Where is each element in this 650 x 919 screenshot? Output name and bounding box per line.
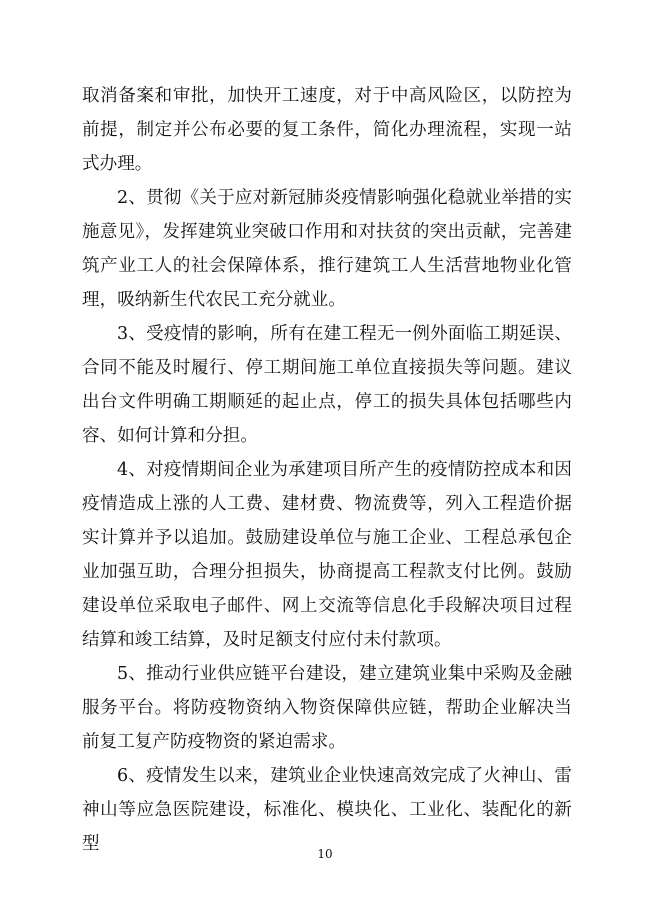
document-body	[82, 79, 572, 861]
paragraph-item-3: 3、受疫情的影响，所有在建工程无一例外面临工期延误、合同不能及时履行、停工期间施工单位直接损失等问题。建议出台文件明确工期顺延的起止点，停工的损失具体包括哪些内容、如何计算和分担。	[82, 324, 572, 446]
paragraph-item-5: 5、推动行业供应链平台建设，建立建筑业集中采购及金融服务平台。将防疫物资纳入物资保障供应链，帮助企业解决当前复工复产防疫物资的紧迫需求。	[82, 664, 572, 752]
paragraph-item-4: 4、对疫情期间企业为承建项目所产生的疫情防控成本和因疫情造成上涨的人工费、建材费、物流费等，列入工程造价据实计算并予以追加。鼓励建设单位与施工企业、工程总承包企业加强互助，合理分担损失，协商提高工程款支付比例。鼓励建设单位采取电子邮件、网上交流等信息化手段解决项目过程结算和竣工结算，及时足额支付应付未付款项。	[82, 460, 572, 650]
paragraph-item-2: 2、贯彻《关于应对新冠肺炎疫情影响强化稳就业举措的实施意见》，发挥建筑业突破口作用和对扶贫的突出贡献，完善建筑产业工人的社会保障体系，推行建筑工人生活营地物业化管理，吸纳新生代农民工充分就业。	[82, 188, 572, 310]
paragraph-item-6: 6、疫情发生以来，建筑业企业快速高效完成了火神山、雷神山等应急医院建设，标准化、模块化、工业化、装配化的新型	[82, 766, 572, 854]
page-number: 10	[317, 847, 333, 861]
paragraph-continuation: 取消备案和审批，加快开工速度，对于中高风险区，以防控为前提，制定并公布必要的复工条件，简化办理流程，实现一站式办理。	[82, 86, 572, 174]
